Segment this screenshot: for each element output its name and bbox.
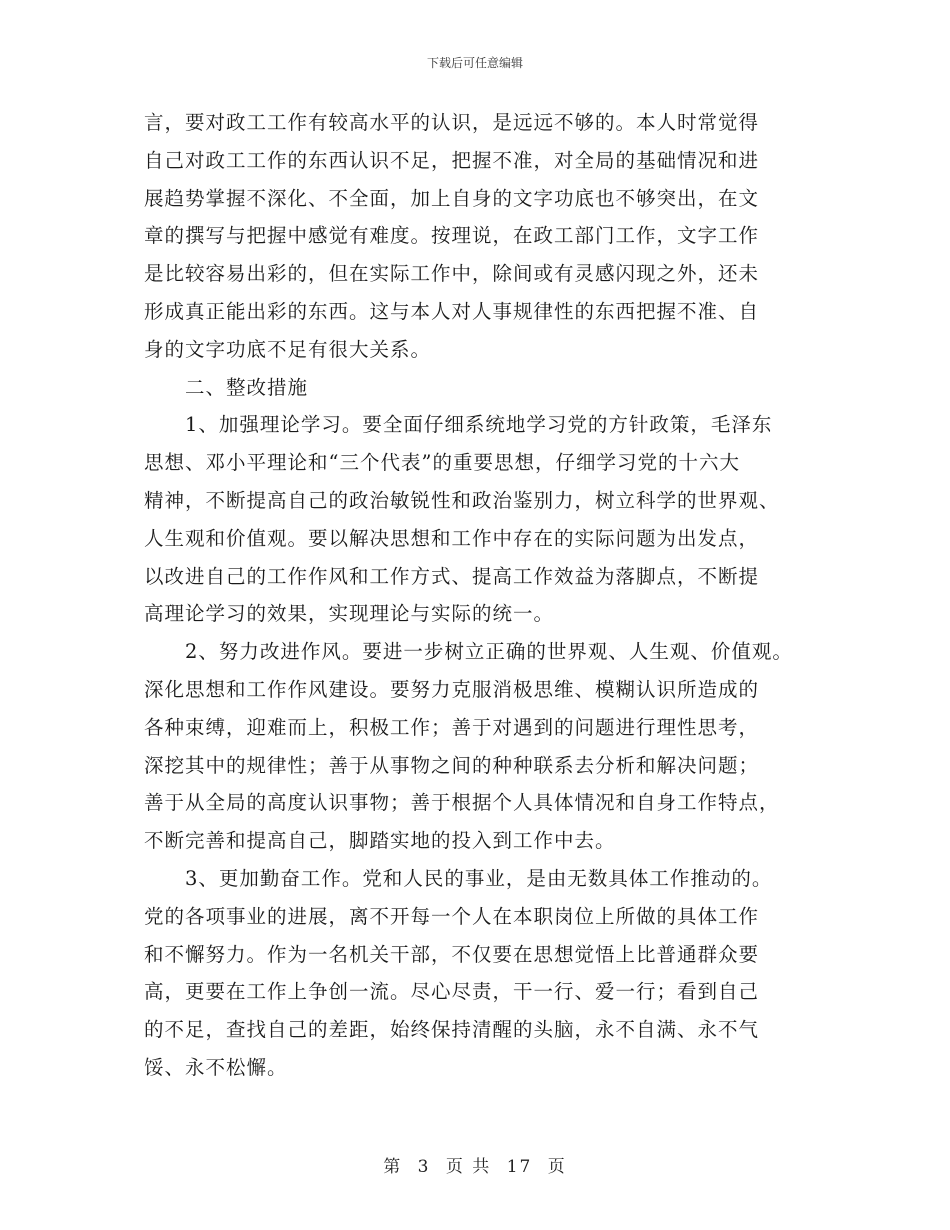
- text-line: 以改进自己的工作作风和工作方式、提高工作效益为落脚点，不断提: [144, 564, 760, 588]
- text-line: 言，要对政工工作有较高水平的认识，是远远不够的。本人时常觉得: [144, 111, 760, 134]
- text-line: 深挖其中的规律性；善于从事物之间的种种联系去分析和解决问题；: [144, 753, 760, 777]
- text-line: 各种束缚，迎难而上，积极工作；善于对遇到的问题进行理性思考，: [144, 715, 760, 739]
- text-line: 的不足，查找自己的差距，始终保持清醒的头脑，永不自满、永不气: [144, 1018, 760, 1042]
- text-line: 人生观和价值观。要以解决思想和工作中存在的实际问题为出发点，: [144, 526, 760, 550]
- text-line: 是比较容易出彩的，但在实际工作中，除间或有灵感闪现之外，还未: [144, 262, 760, 286]
- text-line: 精神，不断提高自己的政治敏锐性和政治鉴别力，树立科学的世界观、: [144, 488, 780, 512]
- text-line: 和不懈努力。作为一名机关干部，不仅要在思想觉悟上比普通群众要: [144, 942, 760, 966]
- page-number-footer: [0, 1152, 950, 1177]
- header-note: 下载后可任意编辑: [426, 56, 523, 70]
- text-line: 党的各项事业的进展，离不开每一个人在本职岗位上所做的具体工作: [144, 904, 760, 928]
- footer-prefix: 第: [383, 1157, 403, 1177]
- text-line: 形成真正能出彩的东西。这与本人对人事规律性的东西把握不准、自: [144, 299, 760, 323]
- text-line: 高理论学习的效果，实现理论与实际的统一。: [144, 602, 555, 626]
- document-body: [144, 104, 834, 1087]
- text-line: 不断完善和提高自己，脚踏实地的投入到工作中去。: [144, 829, 616, 853]
- footer-middle: 页 共: [445, 1157, 492, 1177]
- paragraph-start: 3、更加勤奋工作。党和人民的事业，是由无数具体工作推动的。: [185, 866, 773, 890]
- text-line: 思想、邓小平理论和“三个代表”的重要思想，仔细学习党的十六大: [144, 451, 740, 475]
- text-line: 深化思想和工作作风建设。要努力克服消极思维、模糊认识所造成的: [144, 677, 760, 701]
- paragraph-start: 2、努力改进作风。要进一步树立正确的世界观、人生观、价值观。: [185, 640, 793, 664]
- footer-suffix: 页: [547, 1157, 567, 1177]
- text-line: 章的撰写与把握中感觉有难度。按理说，在政工部门工作，文字工作: [144, 224, 760, 248]
- text-line: 馁、永不松懈。: [144, 1055, 288, 1079]
- section-heading: 二、整改措施: [185, 375, 309, 399]
- text-line: 高，更要在工作上争创一流。尽心尽责，干一行、爱一行；看到自己: [144, 980, 760, 1004]
- text-line: 善于从全局的高度认识事物；善于根据个人具体情况和自身工作特点，: [144, 791, 780, 815]
- total-page-count: 17: [506, 1157, 533, 1177]
- text-line: 身的文字功底不足有很大关系。: [144, 337, 432, 361]
- paragraph-start: 1、加强理论学习。要全面仔细系统地学习党的方针政策，毛泽东: [185, 413, 773, 437]
- current-page-number: 3: [417, 1157, 431, 1177]
- text-line: 自己对政工工作的东西认识不足，把握不准，对全局的基础情况和进: [144, 148, 760, 172]
- text-line: 展趋势掌握不深化、不全面，加上自身的文字功底也不够突出，在文: [144, 186, 760, 210]
